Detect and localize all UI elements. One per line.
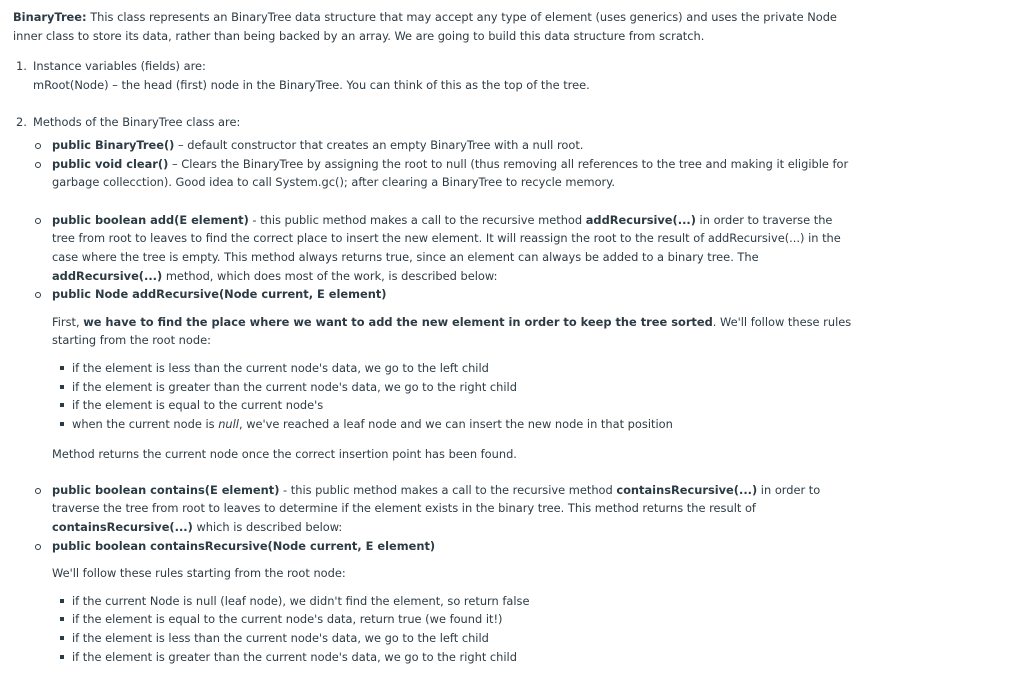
add-recursive-return: Method returns the current node once the correct insertion point has been found. xyxy=(52,447,517,462)
spacer xyxy=(33,192,853,211)
method-description: - this public method makes a call to the recursive method xyxy=(248,212,586,227)
method-signature: public BinaryTree() xyxy=(52,137,175,152)
method-reference: containsRecursive(...) xyxy=(616,482,758,497)
rule-text: when the current node is xyxy=(72,416,219,431)
method-signature: public boolean add(E element) xyxy=(52,212,249,227)
square-bullet-icon xyxy=(60,617,64,621)
square-bullet-icon xyxy=(60,366,64,370)
rule-text: if the element is less than the current node's data, we go to the left child xyxy=(72,360,489,375)
circle-bullet-icon xyxy=(35,162,41,168)
rule-italic: null xyxy=(218,416,239,431)
rule-text: , we've reached a leaf node and we can insert the new node in that position xyxy=(238,416,673,431)
add-recursive-rules xyxy=(13,359,853,433)
square-bullet-icon xyxy=(60,655,64,659)
method-contains-recursive xyxy=(33,537,853,556)
section-methods xyxy=(13,113,853,132)
intro-text: This class represents an BinaryTree data structure that may accept any type of element (uses generics) and uses the private Node inner class to store its data, rather than being backed by an array. We are going to build this data structure from scratch. xyxy=(13,10,837,43)
rule-item xyxy=(72,610,853,629)
rule-item xyxy=(72,415,853,434)
field-mroot: mRoot(Node) – the head (first) node in the BinaryTree. You can think of this as the top of the tree. xyxy=(33,77,590,92)
rule-item xyxy=(72,592,853,611)
square-bullet-icon xyxy=(60,385,64,389)
rule-text: if the element is equal to the current node's xyxy=(72,398,324,413)
method-signature: public void clear() xyxy=(52,156,169,171)
section-instance-variables xyxy=(13,57,853,94)
section-heading: Methods of the BinaryTree class are: xyxy=(33,115,241,130)
method-constructor xyxy=(33,136,853,155)
square-bullet-icon xyxy=(60,599,64,603)
text: . We'll follow these rules starting from the root node: xyxy=(52,314,852,348)
section-heading: Instance variables (fields) are: xyxy=(33,59,206,74)
square-bullet-icon xyxy=(60,403,64,407)
rule-text: if the element is greater than the current node's data, we go to the right child xyxy=(72,379,517,394)
square-bullet-icon xyxy=(60,636,64,640)
contains-recursive-rules xyxy=(13,592,853,666)
methods-list xyxy=(13,136,853,304)
circle-bullet-icon xyxy=(35,488,41,494)
method-reference: containsRecursive(...) xyxy=(52,520,193,535)
section-number: 2. xyxy=(16,115,27,130)
emphasis-text: we have to find the place where we want to add the new element in order to keep the tree sorted xyxy=(83,314,713,329)
contains-recursive-intro: We'll follow these rules starting from the root node: xyxy=(52,566,346,581)
rule-item xyxy=(72,648,853,667)
method-description: - this public method makes a call to the recursive method xyxy=(279,482,617,497)
method-add-recursive xyxy=(33,285,853,304)
method-clear xyxy=(33,155,853,192)
intro-paragraph xyxy=(13,8,853,45)
rule-text: if the current Node is null (leaf node), we didn't find the element, so return false xyxy=(72,593,530,608)
circle-bullet-icon xyxy=(35,143,41,149)
square-bullet-icon xyxy=(60,422,64,426)
rule-text: if the element is greater than the current node's data, we go to the right child xyxy=(72,649,517,664)
method-add xyxy=(33,211,853,285)
rule-item xyxy=(72,359,853,378)
rule-item xyxy=(72,396,853,415)
method-description: method, which does most of the work, is described below: xyxy=(162,268,498,283)
method-signature: public boolean contains(E element) xyxy=(52,482,280,497)
method-description: – Clears the BinaryTree by assigning the root to null (thus removing all references to the tree and making it eligible for garbage collecction). Good idea to call System.gc(); after clearing a BinaryTree to recycle memory. xyxy=(52,156,849,190)
method-reference: addRecursive(...) xyxy=(585,212,696,227)
rule-text: if the element is equal to the current node's data, return true (we found it!) xyxy=(72,612,503,627)
rule-item xyxy=(72,378,853,397)
method-description: in order to traverse the tree from root to leaves to determine if the element exists in the binary tree. This method returns the result of xyxy=(52,482,821,516)
circle-bullet-icon xyxy=(35,292,41,298)
method-signature: public boolean containsRecursive(Node current, E element) xyxy=(52,538,436,553)
add-recursive-intro xyxy=(13,313,853,350)
method-signature: public Node addRecursive(Node current, E element) xyxy=(52,287,387,302)
circle-bullet-icon xyxy=(35,218,41,224)
rule-text: if the element is less than the current node's data, we go to the left child xyxy=(72,631,489,646)
method-description: which is described below: xyxy=(192,520,343,535)
methods-list-contains xyxy=(13,481,853,555)
method-description: – default constructor that creates an empty BinaryTree with a null root. xyxy=(174,137,584,152)
section-number: 1. xyxy=(16,59,27,74)
method-contains xyxy=(33,481,853,537)
text: First, xyxy=(52,314,84,329)
intro-title: BinaryTree: xyxy=(13,10,87,24)
method-description: in order to traverse the tree from root to leaves to find the correct place to insert the new element. It will reassign the root to the result of addRecursive(...) in the case where the tree is empty. This method always returns true, since an element can always be added to a binary tree. The xyxy=(52,212,841,264)
method-reference: addRecursive(...) xyxy=(52,268,163,283)
circle-bullet-icon xyxy=(35,544,41,550)
rule-item xyxy=(72,629,853,648)
